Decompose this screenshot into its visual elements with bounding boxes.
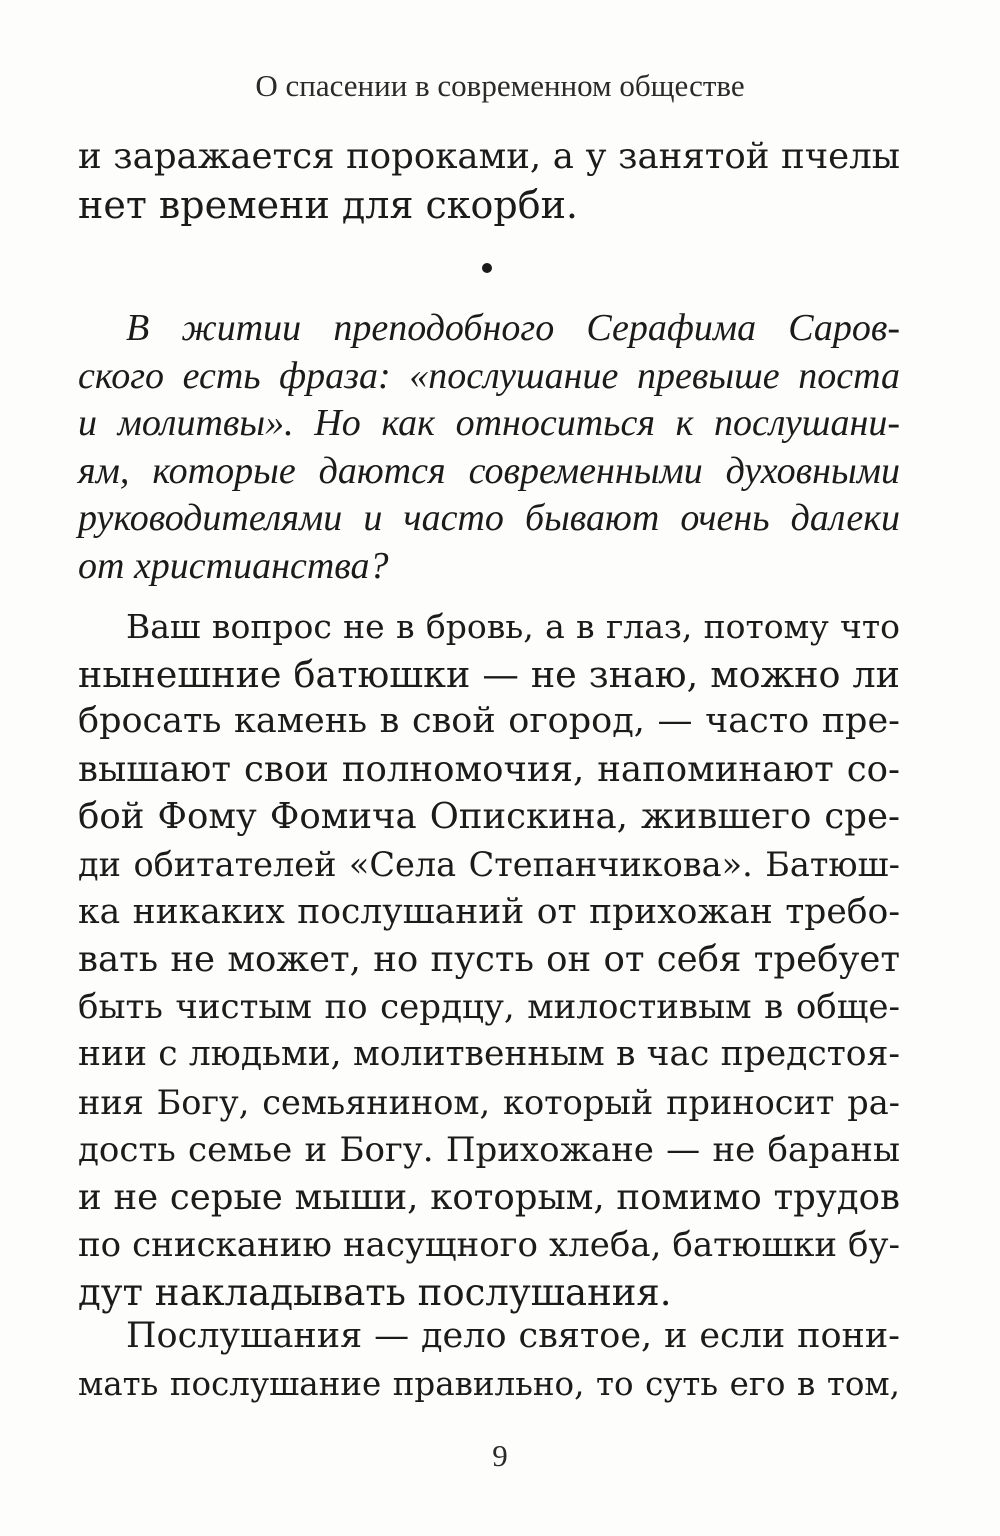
- running-head: О спасении в современном обществе: [255, 68, 745, 103]
- top-paragraph: [78, 133, 900, 229]
- text-line: и заражается пороками, а у занятой пчелы: [78, 136, 900, 177]
- question-paragraph: [78, 305, 900, 590]
- text-line: нии с людьми, молитвенным в час предстоя-: [78, 1034, 900, 1075]
- text-line: бой Фому Фомича Опискина, жившего сре-: [78, 796, 900, 838]
- text-line: быть чистым по сердцу, милостивым в обще-: [78, 986, 900, 1027]
- text-line: руководителями и часто бывают очень далеки: [78, 497, 900, 539]
- text-line: ского есть фраза: «послушание превыше поста: [78, 354, 900, 397]
- text-line: ди обитателей «Села Степанчикова». Батюш-: [78, 844, 900, 884]
- text-line: по снисканию насущного хлеба, батюшки бу-: [78, 1224, 900, 1265]
- answer-paragraph-2: [78, 1313, 900, 1408]
- text-line: Послушания — дело святое, и если пони-: [126, 1316, 900, 1356]
- text-line: ка никаких послушаний от прихожан требо-: [78, 891, 900, 932]
- text-line: дость семье и Богу. Прихожане — не бараны: [78, 1129, 900, 1170]
- text-line: от христианства?: [78, 544, 389, 587]
- text-line: вышают свои полномочия, напоминают со-: [78, 748, 900, 790]
- text-line: В житии преподобного Серафима Саров-: [126, 307, 900, 349]
- text-line: мать послушание правильно, то суть его в том,: [78, 1364, 900, 1403]
- separator-bullet-icon: [482, 263, 492, 273]
- page-number: 9: [492, 1438, 508, 1473]
- text-line: вать не может, но пусть он от себя требует: [78, 939, 900, 981]
- text-line: и молитвы». Но как относиться к послушани-: [78, 402, 900, 444]
- text-line: дут накладывать послушания.: [78, 1271, 672, 1315]
- text-line: Ваш вопрос не в бровь, а в глаз, потому что: [126, 607, 900, 646]
- text-line: ния Богу, семьянином, который приносит ра-: [78, 1082, 900, 1122]
- text-line: ям, которые даются современными духовными: [78, 449, 900, 492]
- text-line: нынешние батюшки — не знаю, можно ли: [78, 652, 900, 696]
- text-line: бросать камень в свой огород, — часто пре-: [78, 701, 900, 742]
- text-line: нет времени для скорби.: [78, 183, 579, 227]
- text-line: и не серые мыши, которым, помимо трудов: [78, 1177, 900, 1219]
- answer-paragraph-1: [78, 603, 900, 1317]
